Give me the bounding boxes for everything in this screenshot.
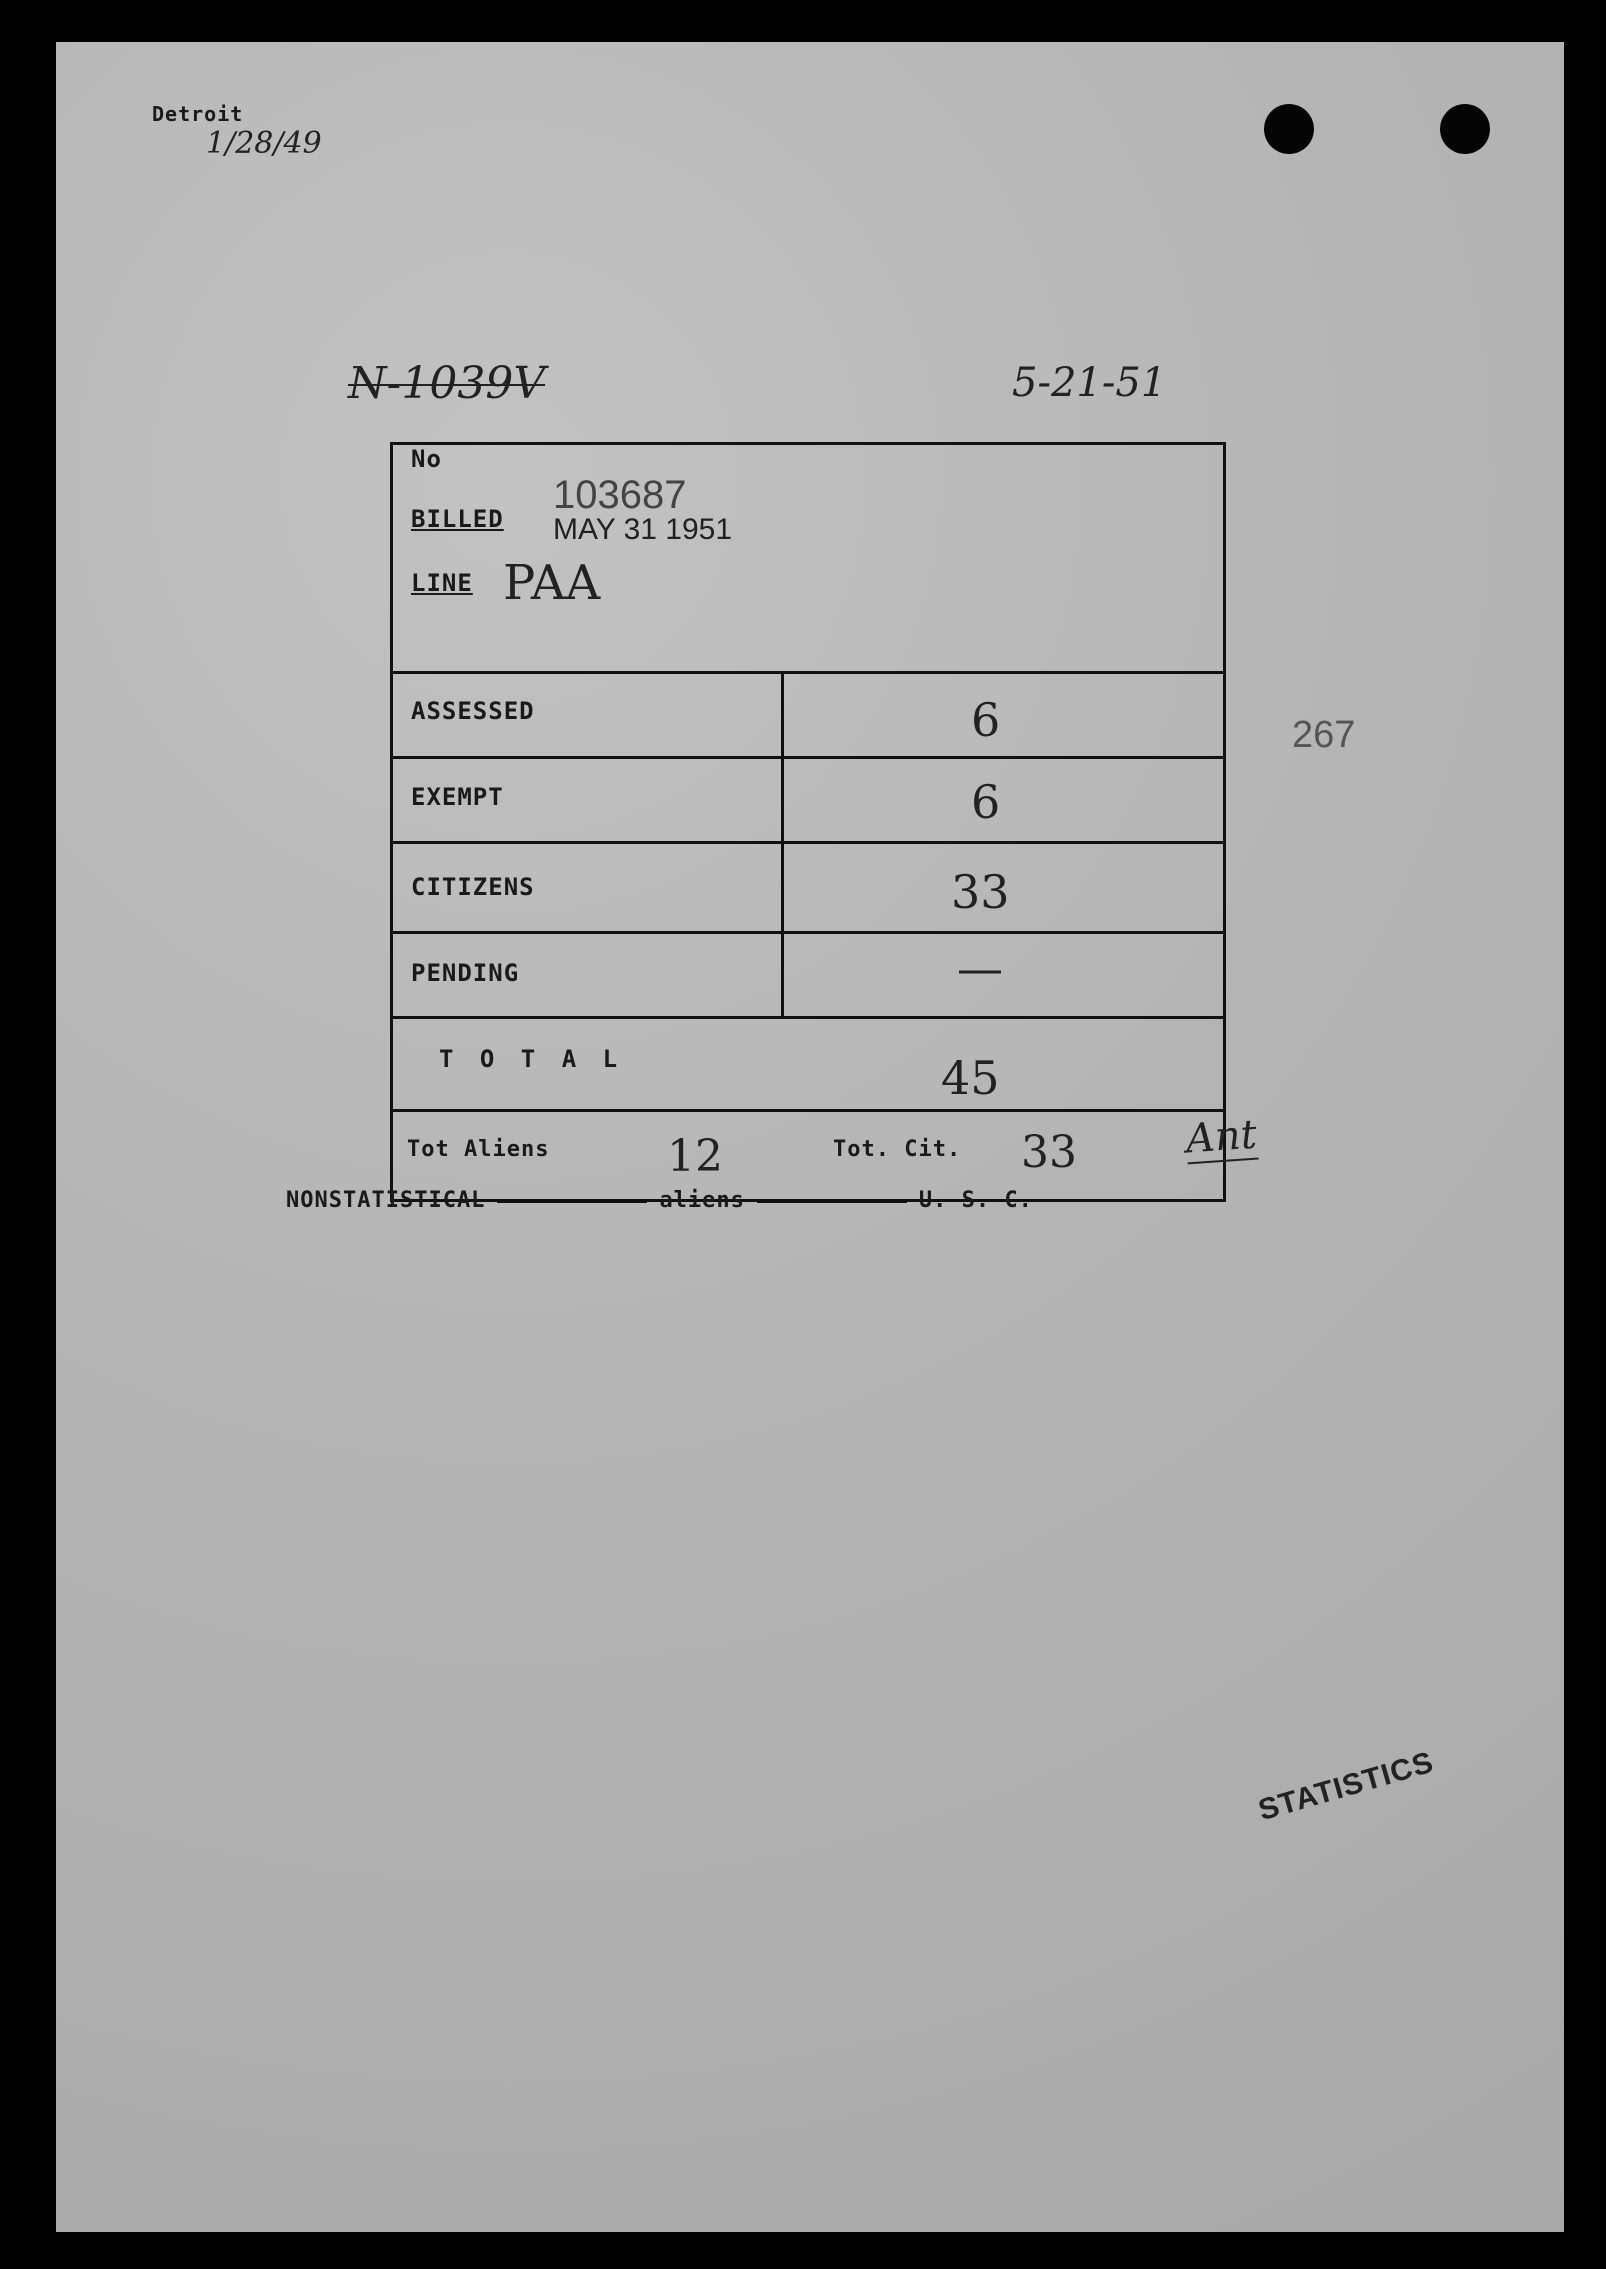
handwritten-file-number: N-1039V: [348, 358, 546, 409]
nonstatistical-label: NONSTATISTICAL: [286, 1188, 486, 1213]
exempt-label: EXEMPT: [411, 783, 504, 811]
divider-1: [393, 756, 1223, 759]
document-page: [56, 42, 1564, 2232]
billed-stamp-date: MAY 31 1951: [553, 513, 733, 546]
exempt-value: 6: [971, 775, 1001, 829]
total-value: 45: [941, 1051, 1000, 1105]
usc-label: U. S. C.: [918, 1188, 1033, 1213]
tot-aliens-label: Tot Aliens: [407, 1137, 550, 1162]
pending-value: —: [957, 941, 1003, 995]
stamp-number: 103687: [553, 473, 687, 517]
divider-top: [393, 671, 1223, 674]
line-value: PAA: [503, 555, 601, 611]
divider-3: [393, 931, 1223, 934]
punch-hole-left: [1264, 104, 1314, 154]
usc-blank: [757, 1199, 907, 1203]
reviewer-initials: Ant: [1184, 1111, 1259, 1163]
pending-label: PENDING: [411, 959, 520, 987]
handwritten-date: 5-21-51: [1012, 360, 1167, 406]
corner-handwritten-date: 1/28/49: [206, 126, 322, 161]
corner-typed-label: Detroit: [152, 102, 244, 126]
column-divider: [781, 671, 784, 1019]
tot-aliens-value: 12: [667, 1131, 723, 1182]
assessed-label: ASSESSED: [411, 697, 535, 725]
nonstatistical-blank: [497, 1199, 647, 1203]
nonstatistical-line: [286, 1188, 1033, 1213]
total-label: T O T A L: [439, 1045, 624, 1073]
citizens-label: CITIZENS: [411, 873, 535, 901]
no-label: No: [411, 445, 442, 473]
assessed-value: 6: [971, 693, 1001, 747]
divider-5: [393, 1109, 1223, 1112]
citizens-value: 33: [951, 865, 1010, 919]
punch-hole-right: [1440, 104, 1490, 154]
statistics-stamp: STATISTICS: [1254, 1745, 1438, 1828]
line-label: LINE: [411, 569, 473, 597]
billed-label: BILLED: [411, 505, 504, 533]
aliens-label: aliens: [659, 1188, 745, 1213]
divider-4: [393, 1016, 1223, 1019]
divider-2: [393, 841, 1223, 844]
side-number: 267: [1292, 714, 1356, 756]
tot-cit-value: 33: [1021, 1127, 1077, 1178]
form-box: [390, 442, 1226, 1202]
tot-cit-label: Tot. Cit.: [833, 1137, 962, 1162]
